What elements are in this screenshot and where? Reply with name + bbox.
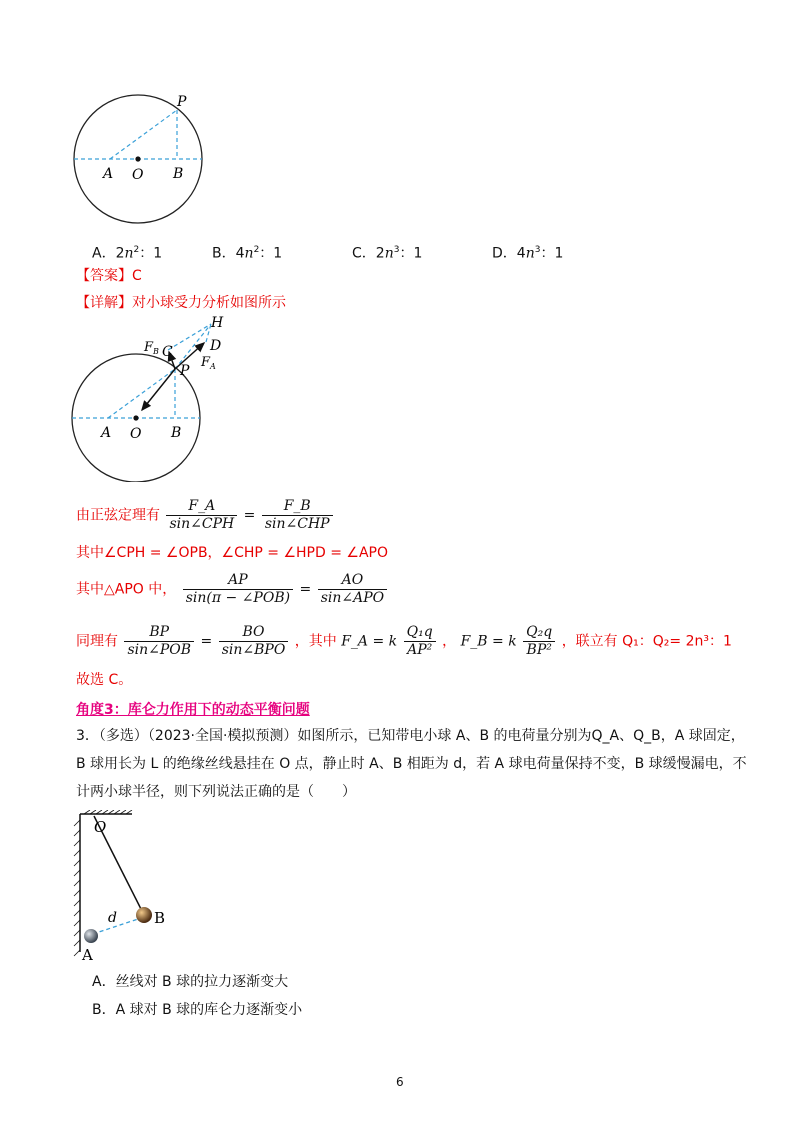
- section-heading: 角度3：库仑力作用下的动态平衡问题: [76, 702, 310, 718]
- equation-combined: 同理有 $\frac{BP}{\text{sin∠POB}}$ = $\frac{BO}{\text{sin∠BPO}}$ ，其中 F_A = k $\frac{\text{Q₁q}}{\text{AP²}}$ ， F_B = k $\frac{\text{Q₂q}}{\text{BP²}}$ ，联立有 Q₁：Q₂= 2n³：1: [76, 624, 732, 658]
- answer-tag: 【答案】: [76, 268, 132, 284]
- center-point-o: [133, 415, 138, 420]
- label-p: P: [177, 94, 187, 110]
- question-3-line-3: 计两小球半径，则下列说法正确的是（ ）: [76, 784, 356, 800]
- label-d: D: [210, 338, 222, 354]
- label-a: A: [101, 425, 112, 441]
- label-o: O: [132, 167, 144, 183]
- conclusion: 故选 C。: [76, 672, 133, 688]
- detail-text: 对小球受力分析如图所示: [132, 295, 286, 311]
- label-o: O: [94, 818, 107, 836]
- wall-hatch: [74, 820, 80, 956]
- choice-a: A．丝线对 B 球的拉力逐渐变大: [92, 974, 289, 990]
- option-b: B．$4n^2$：1: [212, 245, 283, 262]
- center-point-o: [135, 156, 140, 161]
- force-diagram: [68, 312, 238, 482]
- label-b: B: [171, 425, 182, 441]
- equation-sine-law: 由正弦定理有 $\frac{F\_A}{\text{sin∠CPH}}$ = $\frac{F\_B}{\text{sin∠CHP}}$: [76, 498, 335, 533]
- detail-tag: 【详解】: [76, 295, 132, 311]
- label-h: H: [211, 315, 224, 331]
- option-d: D．$4n^3$：1: [492, 245, 564, 262]
- question-3-line-1: 3．（多选）（2023·全国·模拟预测）如图所示，已知带电小球 A、B 的电荷量分别为Q_A、Q_B，A 球固定，: [76, 728, 745, 744]
- ball-a: [84, 929, 98, 943]
- segment-ch: [168, 324, 211, 350]
- label-p: P: [180, 363, 190, 379]
- option-a: A．$2n^2$：1: [92, 245, 163, 262]
- ball-b: [136, 907, 152, 923]
- segment-ap: [110, 110, 177, 159]
- label-c: C: [162, 344, 173, 360]
- label-b: B: [173, 166, 184, 182]
- circle-figure-1: [70, 90, 220, 230]
- arrow-tension: [142, 369, 175, 410]
- answer-value: C: [132, 268, 142, 284]
- choice-b: B．A 球对 B 球的库仑力逐渐变小: [92, 1002, 303, 1018]
- label-o: O: [130, 426, 142, 442]
- label-d: d: [108, 910, 117, 926]
- option-c: C．$2n^3$：1: [352, 245, 423, 262]
- label-a: A: [103, 166, 114, 182]
- label-fa: $F_A$: [201, 355, 216, 371]
- answer-line: [76, 266, 142, 286]
- page-number: 6: [396, 1075, 404, 1089]
- label-b: B: [154, 909, 166, 927]
- segment-ap: [108, 369, 175, 418]
- equation-triangle: 其中△APO 中， $\frac{AP}{\text{sin(π − ∠POB)}}$ = $\frac{AO}{\text{sin∠APO}}$: [76, 572, 389, 607]
- detail-line: [76, 293, 286, 313]
- label-fb: $F_B$: [144, 340, 159, 356]
- distance-d: [93, 918, 141, 934]
- label-a: A: [82, 946, 93, 964]
- equation-angles: 其中∠CPH = ∠OPB，∠CHP = ∠HPD = ∠APO: [76, 545, 388, 561]
- pendulum-figure: [70, 810, 190, 970]
- question-3-line-2: B 球用长为 L 的绝缘丝线悬挂在 O 点，静止时 A、B 相距为 d，若 A 球电荷量保持不变，B 球缓慢漏电，不: [76, 756, 747, 772]
